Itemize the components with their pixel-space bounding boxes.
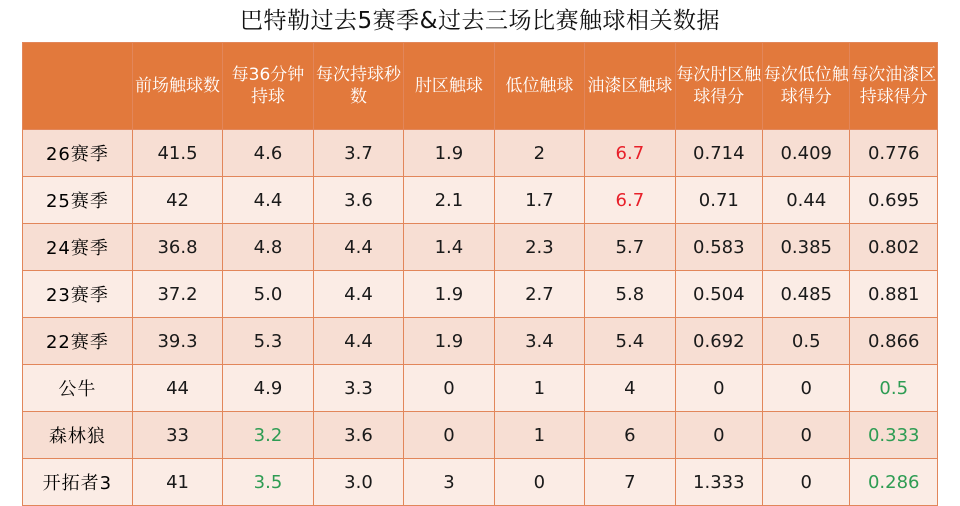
- table-cell: 1.333: [675, 459, 762, 506]
- table-row: [23, 177, 938, 224]
- table-cell: 42: [132, 177, 222, 224]
- table-cell: 1: [494, 365, 584, 412]
- table-cell: 1.7: [494, 177, 584, 224]
- table-cell: 3.7: [313, 130, 403, 177]
- table-cell: 3.4: [494, 318, 584, 365]
- table-cell: 0: [763, 412, 850, 459]
- stats-table: [22, 42, 938, 506]
- table-cell: 0.504: [675, 271, 762, 318]
- column-header: 油漆区触球: [585, 43, 675, 130]
- table-row: [23, 318, 938, 365]
- table-cell: 36.8: [132, 224, 222, 271]
- table-cell: 0.695: [850, 177, 938, 224]
- row-label: 26赛季: [23, 130, 133, 177]
- column-header: 肘区触球: [404, 43, 494, 130]
- table-cell: 3.0: [313, 459, 403, 506]
- table-cell: 0.692: [675, 318, 762, 365]
- table-cell: 0: [404, 412, 494, 459]
- table-row: [23, 412, 938, 459]
- table-cell: 0: [763, 365, 850, 412]
- table-cell: 1.9: [404, 271, 494, 318]
- table-cell: 0.5: [850, 365, 938, 412]
- table-cell: 4: [585, 365, 675, 412]
- table-cell: 44: [132, 365, 222, 412]
- table-cell: 1.9: [404, 130, 494, 177]
- page-title: 巴特勒过去5赛季&过去三场比赛触球相关数据: [239, 8, 721, 34]
- table-cell: 0: [494, 459, 584, 506]
- table-cell: 3: [404, 459, 494, 506]
- table-cell: 3.2: [223, 412, 313, 459]
- table-cell: 41: [132, 459, 222, 506]
- table-cell: 0.286: [850, 459, 938, 506]
- table-cell: 3.6: [313, 177, 403, 224]
- table-cell: 2: [494, 130, 584, 177]
- table-cell: 1.4: [404, 224, 494, 271]
- table-cell: 0: [763, 459, 850, 506]
- header-row: [23, 43, 938, 130]
- table-cell: 3.6: [313, 412, 403, 459]
- table-cell: 6: [585, 412, 675, 459]
- table-cell: 1: [494, 412, 584, 459]
- table-head: [23, 43, 938, 130]
- table-cell: 4.8: [223, 224, 313, 271]
- table-cell: 0: [675, 365, 762, 412]
- table-cell: 0: [675, 412, 762, 459]
- table-cell: 0.714: [675, 130, 762, 177]
- table-cell: 6.7: [585, 130, 675, 177]
- row-label: 25赛季: [23, 177, 133, 224]
- table-cell: 6.7: [585, 177, 675, 224]
- table-container: [0, 42, 960, 506]
- table-cell: 4.4: [313, 224, 403, 271]
- row-label: 23赛季: [23, 271, 133, 318]
- table-cell: 0.409: [763, 130, 850, 177]
- row-label: 22赛季: [23, 318, 133, 365]
- table-cell: 4.4: [313, 318, 403, 365]
- row-label: 开拓者3: [23, 459, 133, 506]
- table-cell: 39.3: [132, 318, 222, 365]
- table-row: [23, 271, 938, 318]
- table-cell: 2.7: [494, 271, 584, 318]
- table-cell: 41.5: [132, 130, 222, 177]
- table-cell: 0.333: [850, 412, 938, 459]
- table-cell: 4.9: [223, 365, 313, 412]
- table-cell: 0.44: [763, 177, 850, 224]
- table-cell: 0.776: [850, 130, 938, 177]
- table-cell: 7: [585, 459, 675, 506]
- table-cell: 5.8: [585, 271, 675, 318]
- column-header: 低位触球: [494, 43, 584, 130]
- table-cell: 3.3: [313, 365, 403, 412]
- table-cell: 5.4: [585, 318, 675, 365]
- table-cell: 0.385: [763, 224, 850, 271]
- table-cell: 2.3: [494, 224, 584, 271]
- column-header: 前场触球数: [132, 43, 222, 130]
- table-cell: 0.881: [850, 271, 938, 318]
- table-cell: 33: [132, 412, 222, 459]
- table-body: [23, 130, 938, 506]
- table-cell: 4.6: [223, 130, 313, 177]
- column-header: 每次持球秒数: [313, 43, 403, 130]
- table-cell: 2.1: [404, 177, 494, 224]
- row-label: 24赛季: [23, 224, 133, 271]
- table-cell: 4.4: [313, 271, 403, 318]
- table-row: [23, 224, 938, 271]
- table-cell: 0: [404, 365, 494, 412]
- table-cell: 4.4: [223, 177, 313, 224]
- table-cell: 37.2: [132, 271, 222, 318]
- table-cell: 0.5: [763, 318, 850, 365]
- column-header: 每36分钟持球: [223, 43, 313, 130]
- table-cell: 0.71: [675, 177, 762, 224]
- table-row: [23, 365, 938, 412]
- column-header: 每次油漆区持球得分: [850, 43, 938, 130]
- table-cell: 0.802: [850, 224, 938, 271]
- row-label: 森林狼: [23, 412, 133, 459]
- table-cell: 0.485: [763, 271, 850, 318]
- column-header: 每次低位触球得分: [763, 43, 850, 130]
- table-cell: 5.0: [223, 271, 313, 318]
- table-row: [23, 130, 938, 177]
- table-cell: 3.5: [223, 459, 313, 506]
- table-cell: 5.7: [585, 224, 675, 271]
- table-row: [23, 459, 938, 506]
- table-cell: 1.9: [404, 318, 494, 365]
- table-cell: 5.3: [223, 318, 313, 365]
- column-header: 每次肘区触球得分: [675, 43, 762, 130]
- row-label: 公牛: [23, 365, 133, 412]
- table-cell: 0.583: [675, 224, 762, 271]
- table-cell: 0.866: [850, 318, 938, 365]
- header-corner: [23, 43, 133, 130]
